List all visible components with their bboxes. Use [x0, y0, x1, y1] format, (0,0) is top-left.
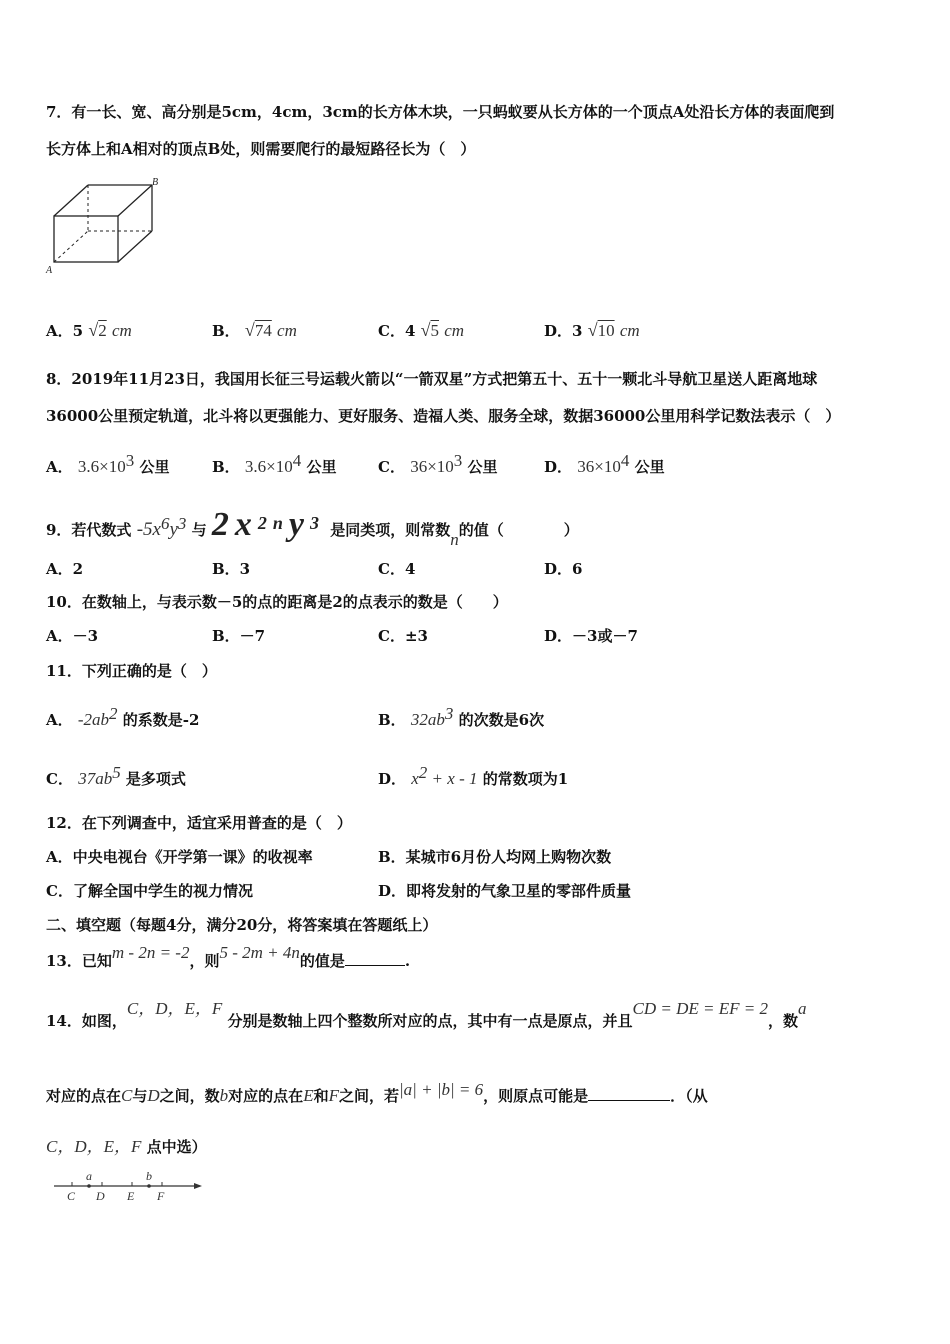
- sci-base: 3.6×10: [244, 457, 293, 476]
- q14-text1: 分别是数轴上四个整数所对应的点，其中有一点是原点，并且: [227, 1012, 633, 1030]
- option-label: B．: [378, 711, 406, 729]
- q7-line2: 长方体上和A相对的顶点B处，则需要爬行的最短路径长为（ ）: [46, 140, 476, 158]
- q14-abs-cond: |a| + |b| = 6: [399, 1080, 484, 1099]
- q7-option-c[interactable]: [378, 319, 464, 342]
- unit: 公里: [467, 458, 498, 476]
- q9-expr2-y: y: [288, 506, 310, 543]
- tail: 的次数是6次: [458, 711, 545, 729]
- tail: 的常数项为1: [482, 770, 569, 788]
- q14-points: C，D，E，F: [126, 999, 223, 1018]
- q13-line: [46, 943, 411, 972]
- radicand: 2: [98, 321, 107, 340]
- arrow-right-icon: [194, 1183, 202, 1189]
- q14-line1: [46, 999, 807, 1032]
- option-label: D．3: [544, 322, 583, 340]
- q7-option-b[interactable]: [212, 319, 297, 342]
- option-label: A．: [46, 458, 73, 476]
- option-label: A．5: [46, 322, 84, 340]
- axis-label-e: E: [127, 1189, 135, 1203]
- expr: 37ab: [78, 769, 113, 788]
- sci-base: 36×10: [410, 457, 454, 476]
- q11-option-a[interactable]: [46, 703, 199, 731]
- q10-option-d[interactable]: D．－3或－7: [544, 627, 638, 645]
- q7-line1: 7．有一长、宽、高分别是5cm，4cm，3cm的长方体木块，一只蚂蚁要从长方体的一个顶点A处沿长方体的表面爬到: [46, 103, 835, 121]
- radicand: 74: [254, 321, 272, 340]
- q14-text: 对应的点在: [228, 1087, 304, 1105]
- q9-expr1: -5x: [136, 519, 161, 540]
- number-line-figure: [50, 1166, 210, 1206]
- expr-exp: 2: [109, 704, 118, 723]
- q8-line2: 36000公里预定轨道，北斗将以更强能力、更好服务、造福人类、服务全球，数据36000公里用科学记数法表示（ ）: [46, 407, 841, 425]
- unit: cm: [444, 321, 465, 340]
- unit: 公里: [139, 458, 170, 476]
- q14-line3-tail: 点中选）: [146, 1138, 207, 1156]
- q14-prefix: 14．如图，: [46, 1012, 127, 1030]
- option-label: D．: [378, 770, 407, 788]
- q13-expr: 5 - 2m + 4n: [219, 943, 300, 962]
- q14-text: 与: [132, 1087, 148, 1105]
- q14-answer-blank[interactable]: [588, 1086, 670, 1101]
- q14-cond: CD = DE = EF = 2: [632, 999, 768, 1018]
- q14-line2: [46, 1080, 708, 1107]
- q14-text: 对应的点在: [46, 1087, 122, 1105]
- q11-option-b[interactable]: [378, 703, 544, 731]
- q9-expr2: 2x: [211, 506, 258, 543]
- q8-option-b[interactable]: [212, 450, 337, 478]
- q8-option-d[interactable]: [544, 450, 665, 478]
- q14-text: 和: [313, 1087, 329, 1105]
- radicand: 5: [430, 321, 440, 340]
- q9-prefix: 9．若代数式: [46, 521, 132, 539]
- q14-pt-f: F: [328, 1086, 339, 1105]
- option-label: C．: [46, 770, 73, 788]
- q11-option-c[interactable]: [46, 762, 186, 790]
- expr-exp: 2: [418, 763, 428, 782]
- sqrt-icon: √: [587, 320, 598, 340]
- q14-pt-d: D: [147, 1086, 160, 1105]
- q9-suffix1: 是同类项，则常数: [330, 521, 451, 539]
- option-label: A．: [46, 711, 73, 729]
- q14-line3-pts: C，D，E，F: [46, 1137, 142, 1156]
- sqrt-icon: √: [420, 320, 431, 340]
- q9-expr1-exp2: 3: [177, 514, 187, 533]
- q14-var-b: b: [219, 1086, 229, 1105]
- axis-mark-a: a: [86, 1169, 92, 1183]
- q10-option-c[interactable]: C．±3: [378, 627, 428, 645]
- unit: cm: [277, 321, 297, 340]
- q7-option-a[interactable]: [46, 319, 132, 342]
- axis-label-f: F: [157, 1189, 165, 1203]
- axis-label-c: C: [67, 1189, 76, 1203]
- option-label: C．4: [378, 322, 416, 340]
- q13-mid: ，则: [189, 952, 220, 970]
- expr: -2ab: [77, 710, 110, 729]
- q12-text: 12．在下列调查中，适宜采用普查的是（ ）: [46, 814, 352, 832]
- q9-line: [46, 506, 579, 547]
- q9-option-a[interactable]: A．2: [46, 560, 84, 578]
- q11-option-d[interactable]: [378, 762, 568, 790]
- expr-exp: 5: [112, 763, 121, 782]
- sci-exp: 4: [620, 451, 630, 470]
- q12-option-c[interactable]: C．了解全国中学生的视力情况: [46, 882, 253, 900]
- q12-option-b[interactable]: B．某城市6月份人均网上购物次数: [378, 848, 612, 866]
- sci-base: 3.6×10: [77, 457, 126, 476]
- vertex-label-a: A: [46, 265, 53, 276]
- tail: 的系数是-2: [122, 711, 200, 729]
- q11-text: 11．下列正确的是（ ）: [46, 662, 217, 680]
- expr-rest: + x - 1: [427, 769, 478, 788]
- q14-text2: ，数: [767, 1012, 798, 1030]
- option-label: D．: [544, 458, 573, 476]
- axis-mark-b: b: [146, 1169, 152, 1183]
- radicand: 10: [597, 321, 615, 340]
- q13-prefix: 13．已知: [46, 952, 112, 970]
- q10-text: 10．在数轴上，与表示数－5的点的距离是2的点表示的数是（ ）: [46, 593, 508, 611]
- q8-option-a[interactable]: [46, 450, 169, 478]
- option-label: B．: [212, 322, 240, 340]
- q9-expr1-y: y: [169, 519, 178, 540]
- q14-pt-c: C: [121, 1086, 133, 1105]
- q9-expr2-exp2: 3: [309, 513, 325, 533]
- axis-label-d: D: [96, 1189, 105, 1203]
- q13-answer-blank[interactable]: [345, 951, 405, 966]
- tail: 是多项式: [125, 770, 186, 788]
- q10-option-a[interactable]: A．－3: [46, 627, 99, 645]
- q9-var: n: [450, 530, 459, 549]
- q9-option-c[interactable]: C．4: [378, 560, 416, 578]
- unit: cm: [619, 321, 640, 340]
- unit: cm: [111, 321, 132, 340]
- expr-exp: 3: [444, 704, 454, 723]
- q8-line1: 8．2019年11月23日，我国用长征三号运载火箭以“一箭双星”方式把第五十、五十一颗北斗导航卫星送人距离地球: [46, 370, 818, 388]
- option-label: B．: [212, 458, 240, 476]
- q14-text: ．（从: [670, 1087, 708, 1105]
- q9-expr1-exp: 6: [160, 514, 170, 533]
- expr: 32ab: [410, 710, 445, 729]
- sqrt-icon: √: [244, 320, 255, 340]
- q12-option-a[interactable]: A．中央电视台《开学第一课》的收视率: [46, 848, 313, 866]
- section-title: 二、填空题（每题4分，满分20分，将答案填在答题纸上）: [46, 916, 438, 934]
- q13-suffix: 的值是: [299, 952, 345, 970]
- q7-option-d[interactable]: [544, 319, 640, 342]
- sci-base: 36×10: [577, 457, 621, 476]
- q14-text: 之间，数: [159, 1087, 220, 1105]
- q9-option-b[interactable]: B．3: [212, 560, 251, 578]
- q14-text: ，则原点可能是: [483, 1087, 589, 1105]
- vertex-label-b: B: [152, 177, 159, 188]
- q10-option-b[interactable]: B．－7: [212, 627, 266, 645]
- q9-option-d[interactable]: D．6: [544, 560, 583, 578]
- q14-pt-e: E: [303, 1086, 314, 1105]
- q12-option-d[interactable]: D．即将发射的气象卫星的零部件质量: [378, 882, 632, 900]
- sci-exp: 4: [292, 451, 302, 470]
- q8-option-c[interactable]: [378, 450, 498, 478]
- q9-expr2-exp: 2n: [257, 513, 289, 533]
- cuboid-figure: [42, 176, 172, 278]
- q13-end: .: [404, 952, 411, 970]
- sci-exp: 3: [453, 451, 463, 470]
- q14-var-a: a: [798, 999, 807, 1018]
- q14-text: 之间，若: [338, 1087, 399, 1105]
- expr: x: [411, 769, 419, 788]
- option-label: C．: [378, 458, 405, 476]
- q13-cond: m - 2n = -2: [111, 943, 190, 962]
- unit: 公里: [306, 458, 337, 476]
- q9-middle: 与: [191, 521, 207, 539]
- q9-suffix2: 的值（ ）: [458, 521, 579, 539]
- sqrt-icon: √: [88, 320, 99, 340]
- q14-line3: [46, 1136, 207, 1158]
- unit: 公里: [634, 458, 665, 476]
- sci-exp: 3: [125, 451, 135, 470]
